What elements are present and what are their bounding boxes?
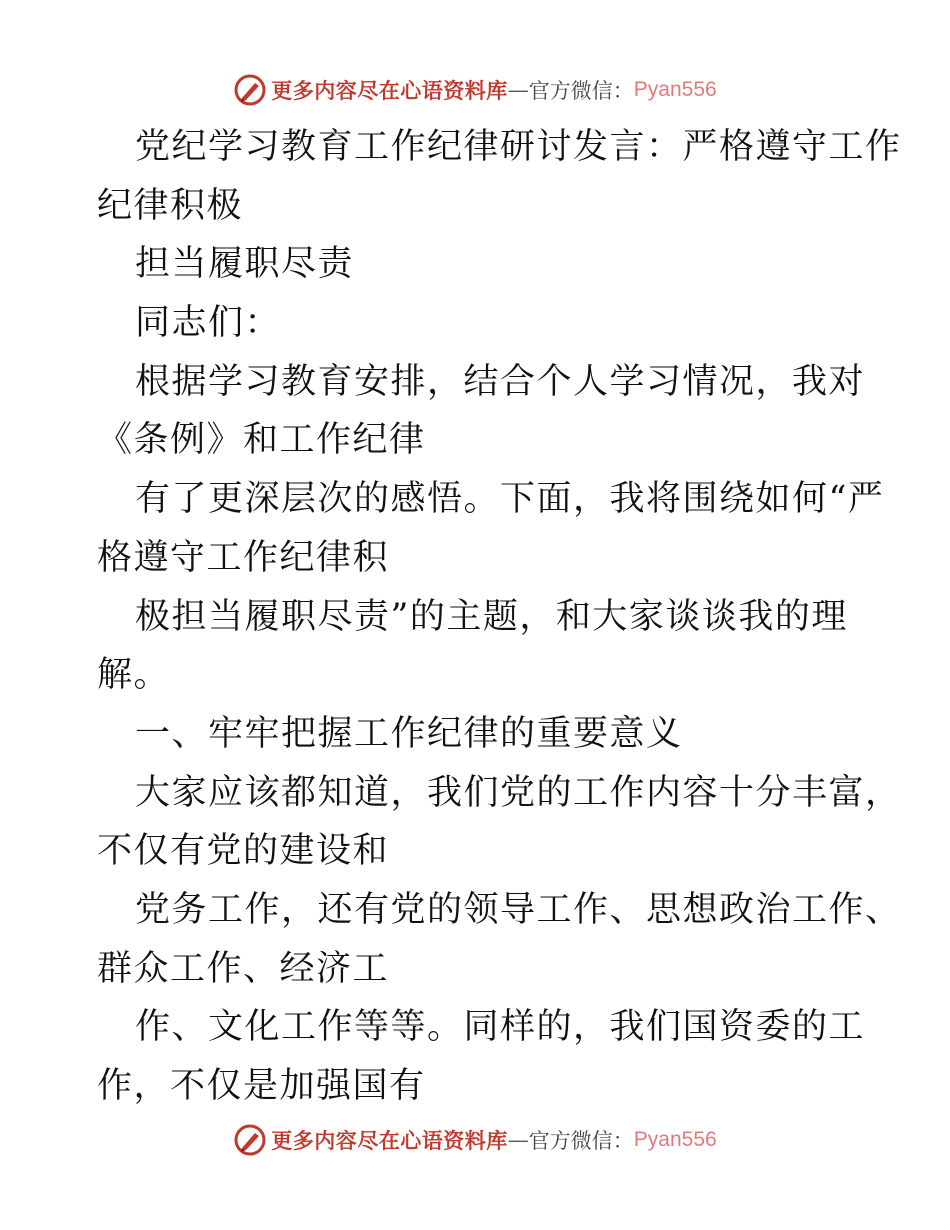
section-heading: 一、牢牢把握工作纪律的重要意义	[135, 713, 683, 754]
paragraph-line: 群众工作、经济工	[97, 948, 390, 989]
header-wechat-id: Pyan556	[633, 78, 717, 101]
salutation: 同志们：	[135, 303, 282, 344]
header-promo-text: 更多内容尽在心语资料库	[271, 78, 508, 103]
title-line-3: 担当履职尽责	[135, 244, 355, 285]
paragraph-line: 有了更深层次的感悟。下面，我将围绕如何“严	[135, 479, 885, 520]
pen-logo-icon	[233, 1123, 267, 1157]
paragraph-line: 格遵守工作纪律积	[97, 537, 390, 578]
footer-dash: —	[507, 1128, 529, 1152]
paragraph-line: 党务工作，还有党的领导工作、思想政治工作、	[135, 889, 902, 930]
title-line-1: 党纪学习教育工作纪律研讨发言：严格遵守工作	[135, 127, 902, 167]
footer-wechat-id: Pyan556	[633, 1128, 717, 1151]
paragraph-line: 根据学习教育安排，结合个人学习情况，我对	[135, 361, 866, 402]
paragraph-line: 极担当履职尽责”的主题，和大家谈谈我的理	[135, 596, 848, 637]
footer-promo-text: 更多内容尽在心语资料库	[271, 1128, 508, 1153]
document-body	[97, 118, 902, 1116]
header-banner	[0, 70, 950, 110]
header-dash: —	[507, 78, 529, 102]
title-line-2: 纪律积极	[97, 185, 244, 226]
footer-banner	[0, 1120, 950, 1160]
paragraph-line: 作，不仅是加强国有	[97, 1066, 426, 1106]
paragraph-line: 大家应该都知道，我们党的工作内容十分丰富，	[135, 772, 902, 813]
paragraph-line: 《条例》和工作纪律	[97, 420, 426, 461]
header-wechat-label: 官方微信：	[528, 79, 634, 103]
footer-wechat-label: 官方微信：	[528, 1129, 634, 1153]
paragraph-line: 解。	[97, 655, 171, 696]
paragraph-line: 不仅有党的建设和	[97, 831, 390, 872]
pen-logo-icon	[233, 73, 267, 107]
paragraph-line: 作、文化工作等等。同样的，我们国资委的工	[135, 1007, 866, 1048]
